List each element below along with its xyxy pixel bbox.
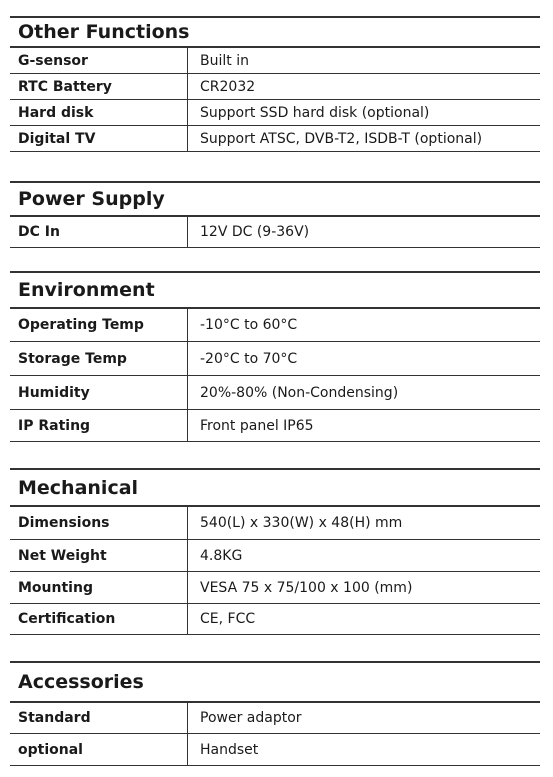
section-mechanical [10, 468, 540, 635]
spec-label: Dimensions [10, 507, 188, 539]
spec-value: 540(L) x 330(W) x 48(H) mm [200, 515, 403, 531]
spec-label: optional [10, 734, 188, 765]
spec-value: Support SSD hard disk (optional) [200, 104, 430, 121]
section-accessories [10, 661, 540, 766]
spec-value: Front panel IP65 [200, 417, 314, 434]
spec-label: IP Rating [10, 410, 188, 441]
spec-row [10, 540, 540, 572]
spec-row [10, 604, 540, 635]
spec-label: Storage Temp [10, 342, 188, 375]
spec-label: Operating Temp [10, 309, 188, 341]
spec-value: CE, FCC [200, 611, 256, 627]
spec-value: -20°C to 70°C [200, 350, 298, 367]
spec-row [10, 100, 540, 126]
spec-row [10, 217, 540, 248]
spec-row [10, 48, 540, 74]
section-title: Environment [10, 271, 540, 309]
spec-label: Net Weight [10, 540, 188, 571]
section-power-supply [10, 181, 540, 248]
spec-row [10, 734, 540, 766]
spec-row [10, 74, 540, 100]
section-environment [10, 271, 540, 442]
spec-label: DC In [10, 217, 188, 247]
spec-value: Support ATSC, DVB-T2, ISDB-T (optional) [200, 130, 483, 147]
spec-value: Power adaptor [200, 710, 302, 726]
section-other-functions [10, 16, 540, 152]
spec-label: Humidity [10, 376, 188, 409]
spec-label: Hard disk [10, 100, 188, 125]
spec-value: VESA 75 x 75/100 x 100 (mm) [200, 579, 413, 596]
spec-label: Mounting [10, 572, 188, 603]
section-title: Other Functions [10, 16, 540, 48]
spec-row [10, 376, 540, 410]
spec-row [10, 572, 540, 604]
spec-value: 12V DC (9-36V) [200, 224, 310, 240]
spec-label: Standard [10, 703, 188, 733]
spec-row [10, 309, 540, 342]
spec-value: Handset [200, 741, 259, 758]
spec-row [10, 703, 540, 734]
spec-value: CR2032 [200, 78, 256, 95]
spec-value: Built in [200, 52, 249, 69]
spec-value: -10°C to 60°C [200, 317, 298, 333]
spec-row [10, 342, 540, 376]
spec-label: G-sensor [10, 48, 188, 73]
section-title: Power Supply [10, 181, 540, 217]
spec-value: 20%-80% (Non-Condensing) [200, 384, 399, 401]
spec-row [10, 126, 540, 152]
section-title: Mechanical [10, 468, 540, 507]
spec-value: 4.8KG [200, 547, 243, 564]
spec-label: Certification [10, 604, 188, 634]
spec-row [10, 410, 540, 442]
spec-row [10, 507, 540, 540]
spec-label: RTC Battery [10, 74, 188, 99]
spec-label: Digital TV [10, 126, 188, 151]
section-title: Accessories [10, 661, 540, 703]
